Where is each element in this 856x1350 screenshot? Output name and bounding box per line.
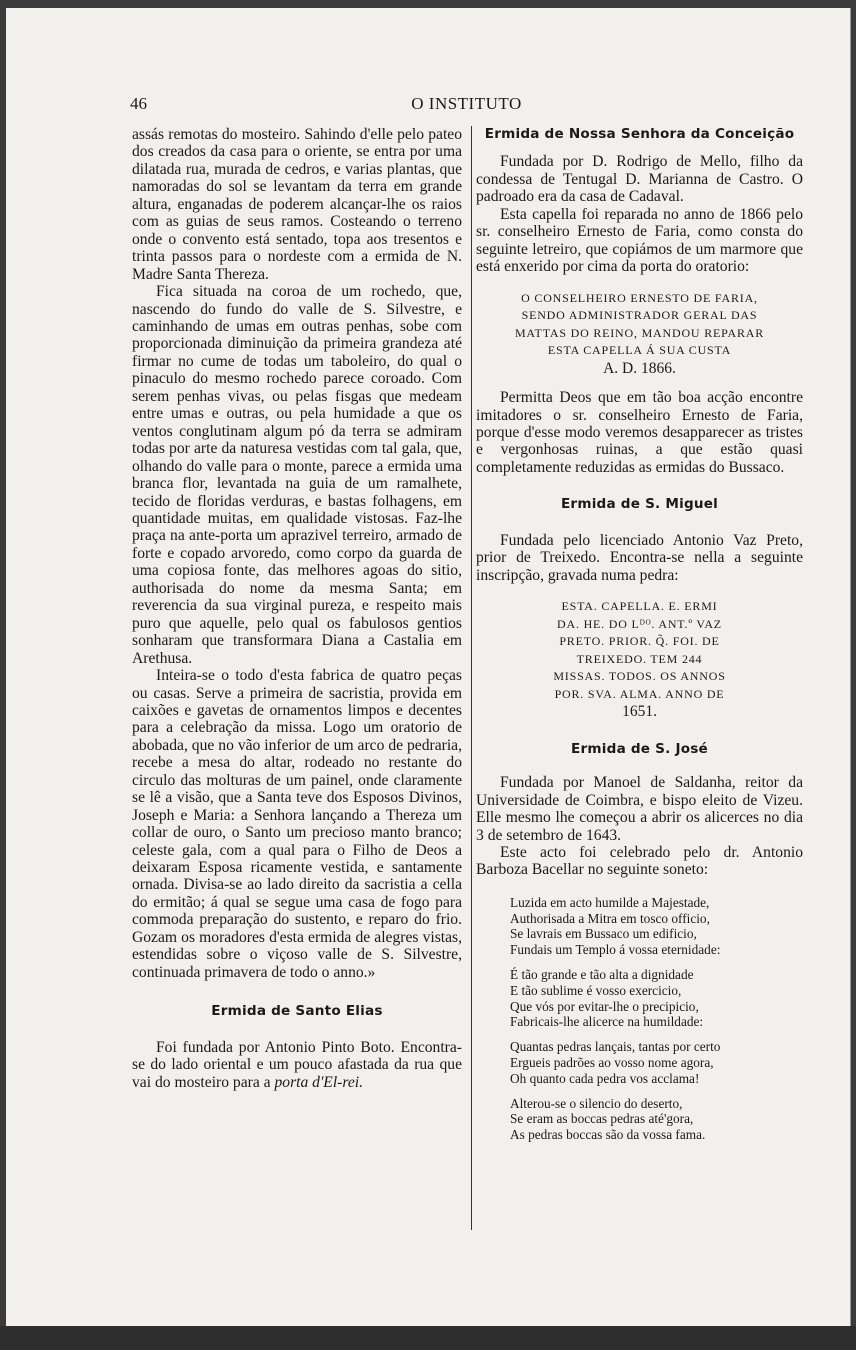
inscription-line: SENDO ADMINISTRADOR GERAL DAS — [521, 308, 758, 323]
verse-line: Ergueis padrões ao vosso nome agora, — [510, 1055, 714, 1071]
paragraph: Inteira-se o todo d'esta fabrica de quatro peças ou casas. Serve a primeira de sacristia, provida em caixões e gavetas de ornamentos limpos e decentes para a celebração da missa. Logo um oratorio de abobada, que no vão inferior de um arco de pedraria, recebe a mesa do altar, rodeado no restante do circulo das molturas de um painel, onde claramente se lê a visão, que a Santa teve dos Esposos Divinos, Joseph e Maria: a Senhora lançando a Thereza um collar de ouro, o Santo um precioso manto branco; celeste gala, com a qual para o Filho de Deos a deixaram Esposa ricamente vestida, e santamente ornada. Divisa-se ao lado direito da sacristia a cella do ermitão; á qual se segue uma casa de fogo para commoda preparação do sustento, e reparo do frio. Gozam os moradores d'esta ermida de alegres vistas, estendidas sobre o viçoso valle de S. Silvestre, continuada primavera de todo o anno.» — [132, 667, 462, 981]
paragraph: Esta capella foi reparada no anno de 1866 pelo sr. conselheiro Ernesto de Faria, como consta do seguinte letreiro, que copiámos de um marmore que está enxerido por cima da porta do oratorio: — [476, 205, 803, 276]
verse-line: As pedras boccas são da vossa fama. — [510, 1127, 706, 1143]
inscription-line: ESTA CAPELLA Á SUA CUSTA — [547, 343, 732, 358]
page-header — [130, 94, 803, 116]
verse-line: Alterou-se o silencio do deserto, — [510, 1095, 683, 1111]
sonnet-stanza — [510, 967, 803, 1030]
right-column — [476, 126, 803, 1152]
inscription-line: TREIXEDO. TEM 244 — [576, 651, 703, 666]
section-text: Foi fundada por Antonio Pinto Boto. Encontra-se do lado oriental e um pouco afastada da rua que vai do mosteiro para a — [132, 1038, 462, 1091]
paragraph: Fundada por D. Rodrigo de Mello, filho da condessa de Tentugal D. Marianna de Castro. O padroado era da casa de Cadaval. — [476, 153, 803, 206]
section-title-s-jose: Ermida de S. José — [571, 740, 708, 757]
inscription-line: ESTA. CAPELLA. E. ERMI — [561, 599, 718, 614]
verse-line: Se lavrais em Bussaco um edificio, — [510, 926, 697, 942]
paragraph: Fica situada na coroa de um rochedo, que, nascendo do fundo do valle de S. Silvestre, e caminhando de umas em outras penhas, sobe com proporcionada diminuição da primeira grandeza até firmar no cume de todas um taboleiro, do qual o pinaculo do mesmo rochedo parece coroado. Com serem penhas vivas, ou pelas fisgas que medeam entre umas e outras, ou pela humidade a que os ventos conglutinam algum pó da terra se admiram todas por arte da naturesa vestidas com tal gala, que, olhando do valle para o monte, parece a ermida uma branca flor, levantada na guia de um ramalhete, tecido de floridas verduras, e bastas folhagens, em quantidade muitas, em qualidade vistosas. Faz-lhe praça na ante-porta um aprazivel terreiro, armado de forte e copado arvoredo, como corpo da guarda de uma copiosa fonte, das melhores agoas do sitio, authorisada do nome da mesma Santa; em reverencia da sua virginal pureza, e respeito mais puro que aquelle, pelo qual os fabulosos gentios sonharam que transformara Diana a Castalia em Arethusa. — [132, 283, 462, 667]
paragraph: Permitta Deos que em tão boa acção encontre imitadores o sr. conselheiro Ernesto de Faria, porque d'esse modo veremos desapparecer as tristes e vergonhosas ruinas, a que estão quasi completamente reduzidas as ermidas do Bussaco. — [476, 389, 803, 476]
section-text-italic: porta d'El-rei. — [274, 1073, 363, 1091]
running-title: O INSTITUTO — [411, 94, 522, 113]
inscription-s-miguel — [476, 598, 803, 721]
verse-line: Fabricais-lhe alicerce na humildade: — [510, 1014, 704, 1030]
inscription-date: A. D. 1866. — [603, 359, 676, 377]
verse-line: Que vós por evitar-lhe o precipicio, — [510, 998, 699, 1014]
page-number: 46 — [130, 94, 147, 113]
verse-line: Se eram as boccas pedras até'gora, — [510, 1111, 694, 1127]
sonnet-stanza — [510, 1039, 803, 1086]
paragraph: assás remotas do mosteiro. Sahindo d'elle pelo pateo dos creados da casa para o oriente, se entra por uma dilatada rua, murada de cedros, e varias plantas, que namoradas do sol se levantam da terra em grande altura, enganadas de poderem alcançar-lhe os raios com as guias de seus ramos. Costeando o terreno onde o convento está sentado, topa aos tresentos e trinta passos para o nordeste com a ermida de N. Madre Santa Thereza. — [132, 126, 462, 283]
paragraph: Este acto foi celebrado pelo dr. Antonio Barboza Bacellar no seguinte soneto: — [476, 843, 803, 879]
verse-line: E tão sublime é vosso exercicio, — [510, 982, 682, 998]
sonnet — [510, 895, 803, 1143]
inscription-conceicao — [476, 290, 803, 378]
paragraph: Fundada pelo licenciado Antonio Vaz Preto, prior de Treixedo. Encontra-se nella a seguinte inscripção, gravada numa pedra: — [476, 531, 803, 584]
verse-line: Oh quanto cada pedra vos acclama! — [510, 1070, 700, 1086]
inscription-line: O CONSELHEIRO ERNESTO DE FARIA, — [521, 290, 758, 305]
verse-line: Authorisada a Mitra em tosco officio, — [510, 910, 710, 926]
inscription-line: DA. HE. DO Lᴰᴼ. ANT.º VAZ — [557, 616, 722, 631]
verse-line: Fundais um Templo á vossa eternidade: — [510, 942, 721, 958]
sonnet-stanza — [510, 1096, 803, 1143]
left-column — [132, 126, 462, 1091]
verse-line: É tão grande e tão alta a dignidade — [510, 967, 694, 983]
inscription-year: 1651. — [622, 703, 657, 721]
inscription-line: MATTAS DO REINO, MANDOU REPARAR — [514, 325, 765, 340]
sonnet-stanza — [510, 895, 803, 958]
column-divider — [471, 126, 472, 1230]
inscription-line: PRETO. PRIOR. Q̃. FOI. DE — [559, 634, 720, 649]
inscription-line: MISSAS. TODOS. OS ANNOS — [553, 669, 726, 684]
paragraph: Fundada por Manoel de Saldanha, reitor da Universidade de Coimbra, e bispo eleito de Vizeu. Elle mesmo lhe começou a abrir os alicerces no dia 3 de setembro de 1643. — [476, 774, 803, 844]
paragraph — [132, 1039, 462, 1091]
verse-line: Quantas pedras lançais, tantas por certo — [510, 1039, 721, 1055]
section-title-s-miguel: Ermida de S. Miguel — [560, 496, 719, 513]
scan-bottom-edge — [0, 1326, 856, 1350]
verse-line: Luzida em acto humilde a Majestade, — [510, 894, 710, 910]
inscription-line: POR. SVA. ALMA. ANNO DE — [554, 686, 725, 701]
section-title-conceicao: Ermida de Nossa Senhora da Conceição — [484, 126, 795, 142]
section-title-santo-elias: Ermida de Santo Elias — [211, 1003, 383, 1020]
